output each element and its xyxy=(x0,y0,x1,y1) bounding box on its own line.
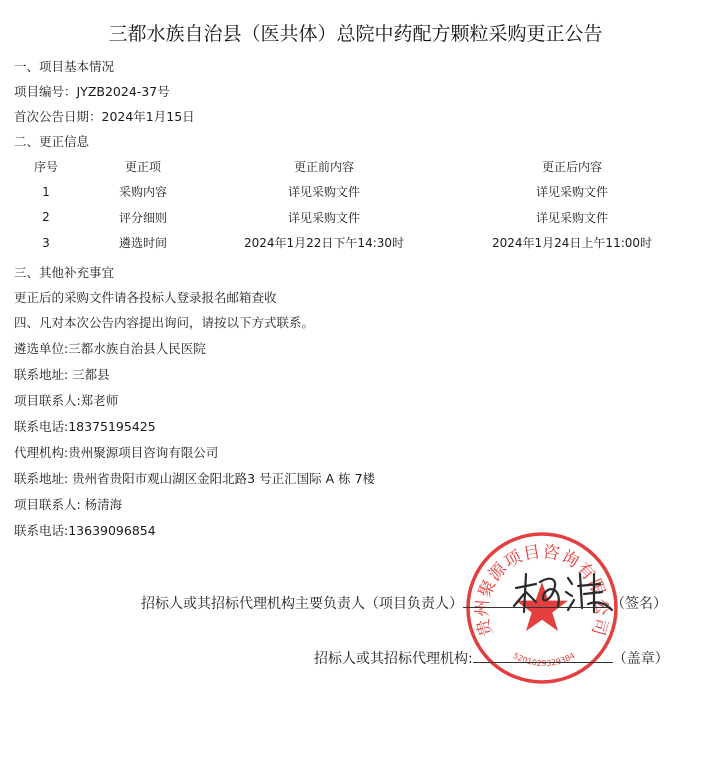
table-row xyxy=(14,179,704,204)
signature-suffix: （签名） xyxy=(611,596,667,612)
section3-heading: 三、其他补充事宜 xyxy=(14,265,115,280)
table-cell: 详见采购文件 xyxy=(287,185,360,200)
table-header-row xyxy=(14,154,704,179)
signature-line-sign xyxy=(141,593,667,613)
section3-text: 更正后的采购文件请各投标人登录报名邮箱查收 xyxy=(14,290,277,305)
contact-line: 项目联系人: 杨清海 xyxy=(14,497,123,512)
table-cell: 1 xyxy=(42,184,50,199)
table-cell: 详见采购文件 xyxy=(535,210,608,225)
table-cell: 遴选时间 xyxy=(118,236,167,251)
table-row xyxy=(14,205,704,230)
table-row xyxy=(14,230,704,255)
table-cell: 2 xyxy=(42,210,50,225)
contact-line: 联系电话:13639096854 xyxy=(14,523,156,538)
signature-label: 招标人或其招标代理机构主要负责人（项目负责人） xyxy=(141,596,463,612)
project-number: 项目编号：JYZB2024-37号 xyxy=(14,84,170,99)
table-cell: 3 xyxy=(42,235,50,250)
signature-blank xyxy=(463,593,611,608)
table-cell: 详见采购文件 xyxy=(287,210,360,225)
contact-line: 项目联系人:郑老师 xyxy=(14,393,119,408)
contact-line: 联系电话:18375195425 xyxy=(14,419,156,434)
stamp-suffix: （盖章） xyxy=(612,651,669,667)
header-cell: 更正后内容 xyxy=(541,160,602,175)
correction-table xyxy=(14,154,704,255)
table-cell: 评分细则 xyxy=(118,210,167,225)
section4-heading: 四、凡对本次公告内容提出询问，请按以下方式联系。 xyxy=(14,315,315,330)
contact-line: 代理机构:贵州聚源项目咨询有限公司 xyxy=(14,445,219,460)
table-cell: 采购内容 xyxy=(118,185,167,200)
header-cell: 更正前内容 xyxy=(293,160,354,175)
seal-serial: 5201029329384 xyxy=(511,651,577,668)
table-cell: 详见采购文件 xyxy=(535,185,608,200)
section2-heading: 二、更正信息 xyxy=(14,134,90,149)
first-notice-date: 首次公告日期：2024年1月15日 xyxy=(14,109,195,124)
table-cell: 2024年1月22日下午14:30时 xyxy=(243,236,405,251)
header-cell: 序号 xyxy=(33,160,58,175)
signature-line-stamp xyxy=(314,648,669,668)
table-cell: 2024年1月24日上午11:00时 xyxy=(491,236,653,251)
page-title: 三都水族自治县（医共体）总院中药配方颗粒采购更正公告 xyxy=(108,23,603,45)
stamp-label: 招标人或其招标代理机构: xyxy=(314,651,473,667)
contact-line: 联系地址: 贵州省贵阳市观山湖区金阳北路3 号正汇国际 A 栋 7楼 xyxy=(14,471,376,486)
seal-org-name: 贵州聚源项目咨询有限公司 xyxy=(472,541,612,639)
header-cell: 更正项 xyxy=(124,160,161,175)
contact-line: 遴选单位:三都水族自治县人民医院 xyxy=(14,341,206,356)
contact-line: 联系地址: 三都县 xyxy=(14,367,110,382)
stamp-blank xyxy=(473,648,613,663)
section1-heading: 一、项目基本情况 xyxy=(14,59,115,74)
